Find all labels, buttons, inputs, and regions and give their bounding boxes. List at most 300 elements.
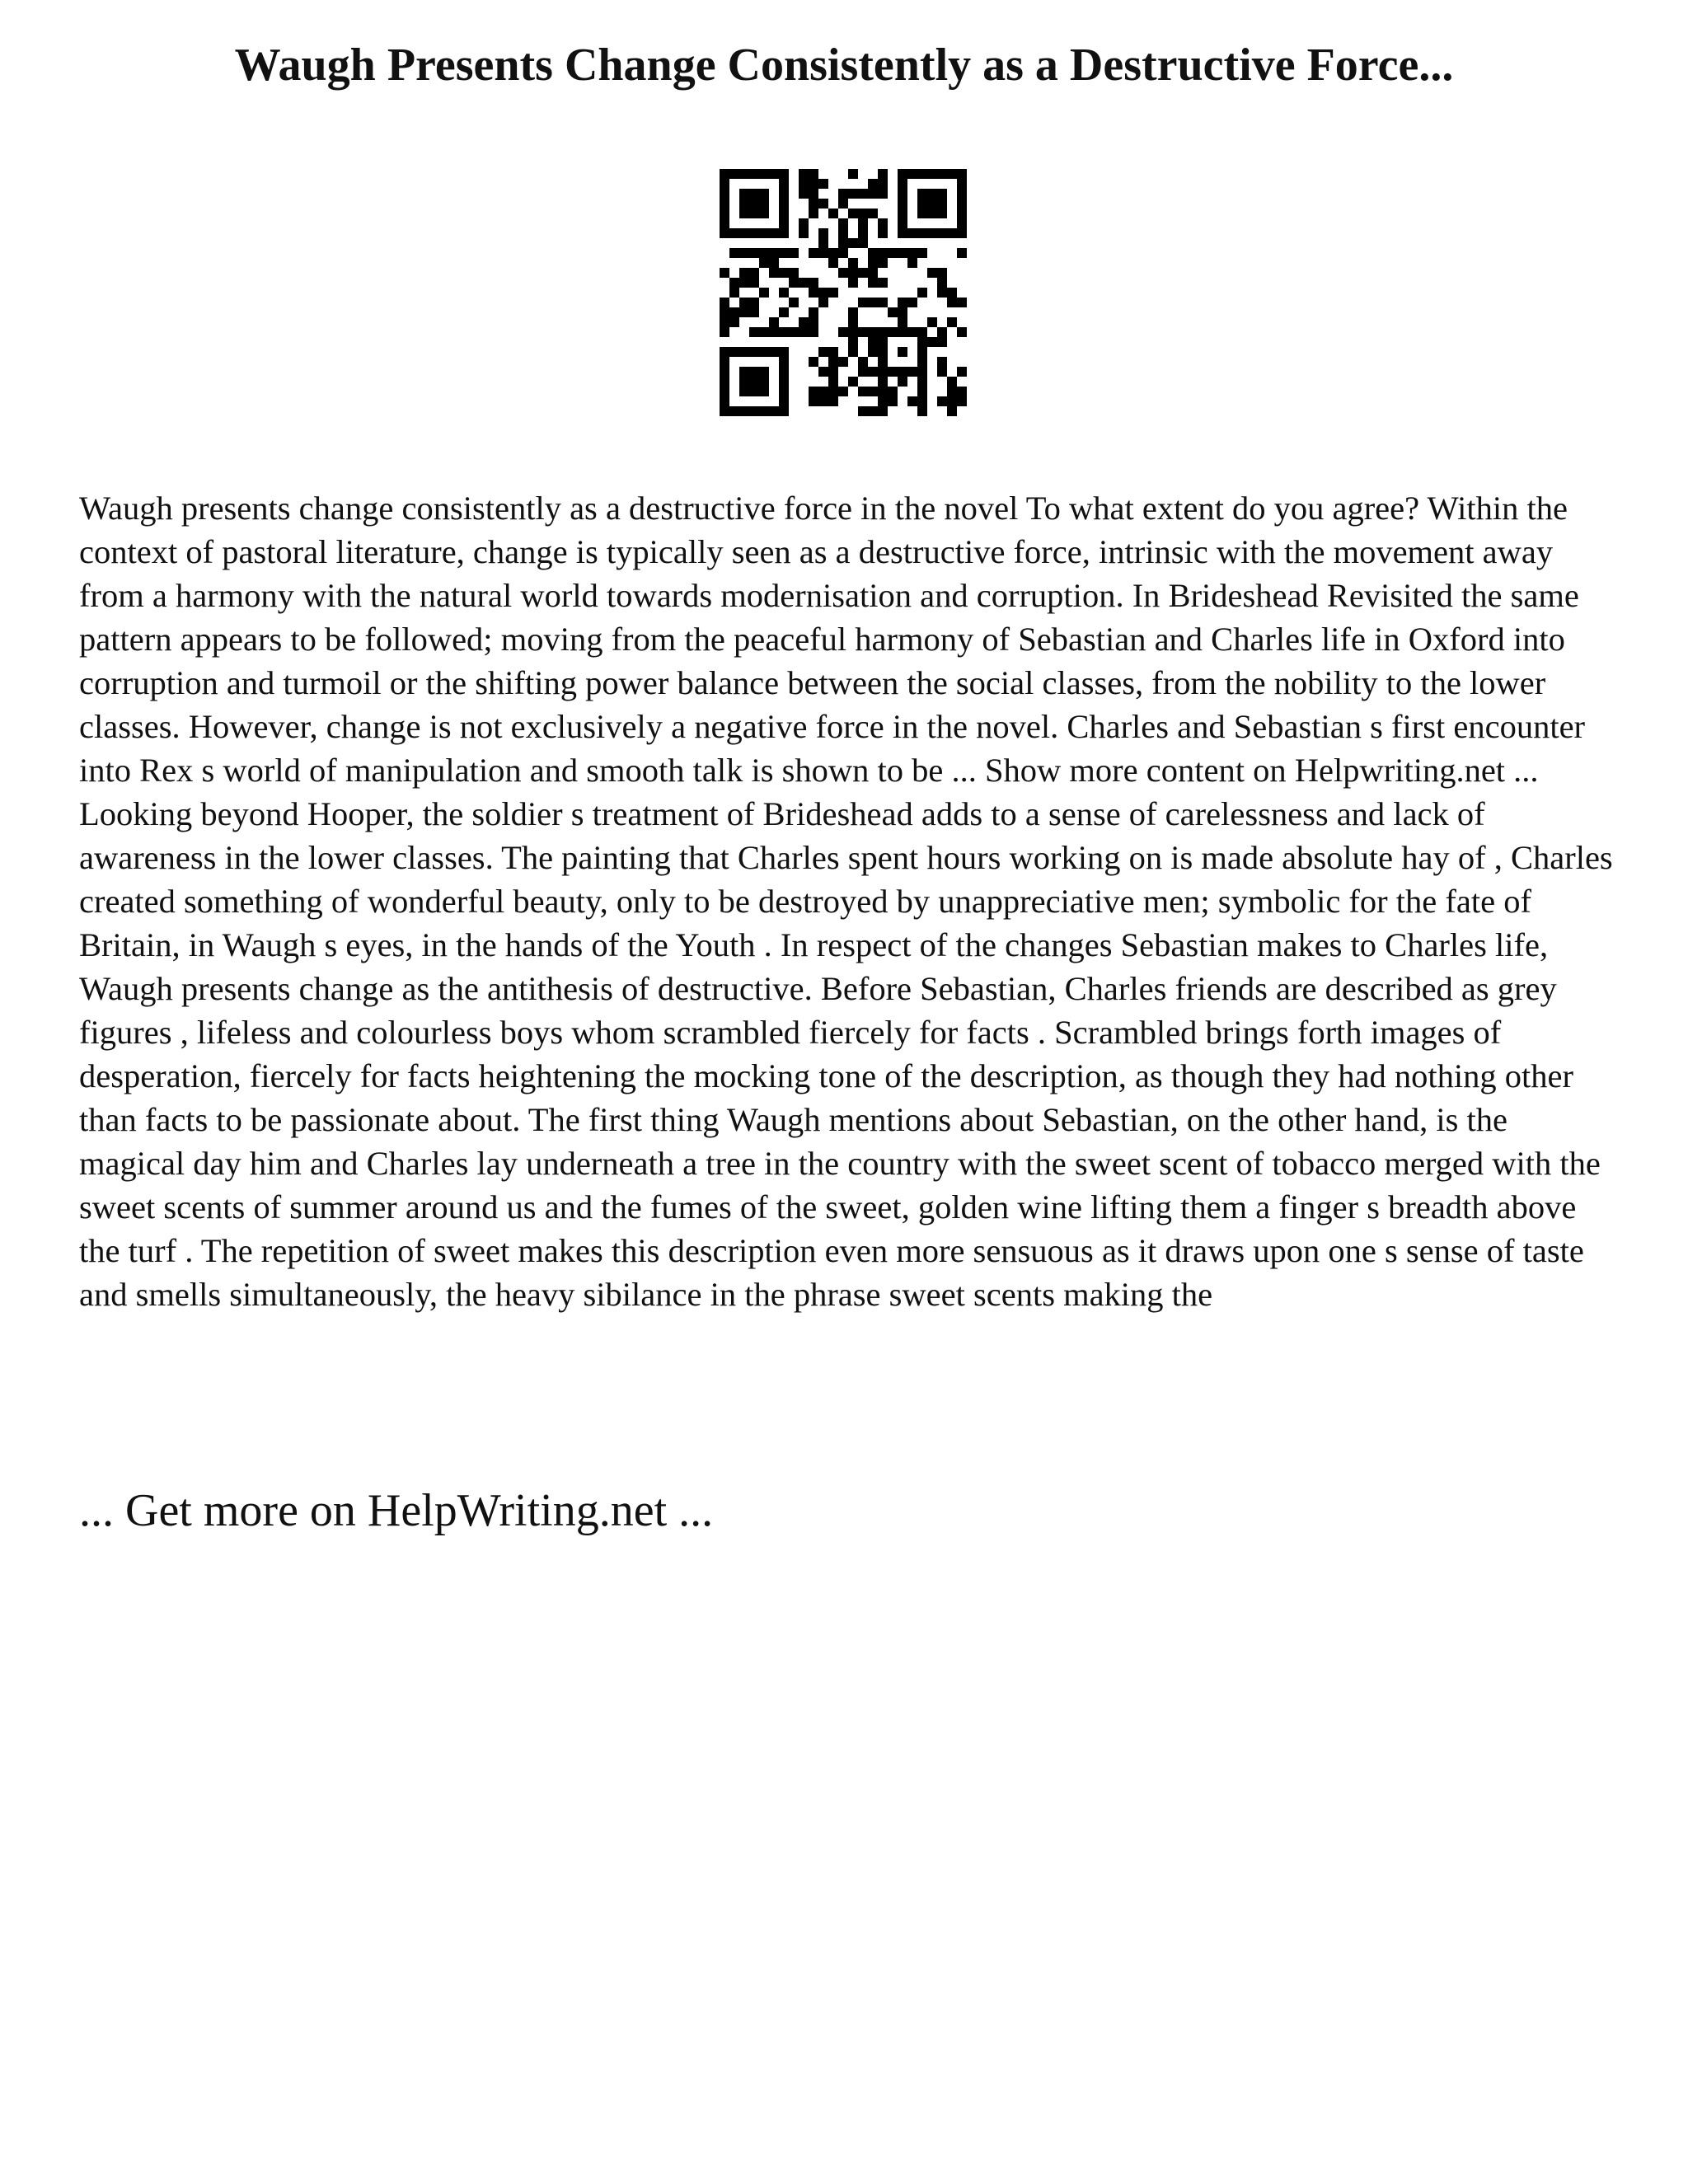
qr-module	[720, 189, 729, 199]
qr-module	[858, 357, 868, 367]
qr-module	[838, 238, 848, 248]
qr-module	[848, 307, 858, 317]
qr-module	[878, 396, 888, 406]
qr-module	[838, 327, 848, 337]
qr-module	[818, 199, 828, 209]
qr-module	[789, 248, 799, 258]
article-body	[79, 486, 1614, 1316]
qr-module	[927, 337, 937, 347]
qr-module	[720, 169, 729, 179]
qr-module	[907, 396, 917, 406]
qr-module	[828, 347, 838, 357]
qr-module	[739, 298, 749, 307]
qr-module	[779, 327, 789, 337]
qr-module	[759, 367, 769, 377]
qr-module	[729, 278, 739, 288]
qr-module	[917, 396, 927, 406]
qr-module	[739, 169, 749, 179]
qr-module	[759, 209, 769, 218]
qr-module	[818, 179, 828, 189]
qr-module	[720, 367, 729, 377]
qr-module	[809, 288, 818, 298]
qr-module	[729, 307, 739, 317]
qr-module	[868, 179, 878, 189]
qr-module	[828, 377, 838, 387]
qr-module	[769, 317, 779, 327]
qr-module	[917, 288, 927, 298]
qr-module	[878, 298, 888, 307]
qr-module	[809, 396, 818, 406]
qr-module	[838, 387, 848, 396]
qr-module	[878, 258, 888, 268]
qr-module	[769, 248, 779, 258]
qr-module	[720, 317, 729, 327]
qr-module	[878, 347, 888, 357]
qr-module	[759, 258, 769, 268]
qr-module	[739, 406, 749, 416]
qr-module	[779, 199, 789, 209]
qr-module	[848, 347, 858, 357]
qr-module	[898, 298, 907, 307]
qr-module	[898, 228, 907, 238]
qr-module	[739, 367, 749, 377]
qr-module	[957, 228, 967, 238]
get-more-link[interactable]: ... Get more on HelpWriting.net ...	[79, 1485, 714, 1536]
qr-module	[947, 169, 957, 179]
qr-module	[868, 248, 878, 258]
qr-module	[749, 298, 759, 307]
qr-module	[809, 357, 818, 367]
qr-module	[739, 347, 749, 357]
qr-module	[739, 209, 749, 218]
paragraph-1: Waugh presents change consistently as a destructive force in the novel To what extent do you agree? Within the context of pastoral literature, change is typically seen as a destructive force, intrinsic with the movement away from a harmony with the natural world towards modernisation and corruption. In Brideshead Revisited the same pattern appears to be followed; moving from the peaceful harmony of Sebastian and Charles life in Oxford into corruption and turmoil or the shifting power balance between the social classes, from the nobility to the lower classes. However, change is not exclusively a negative force in the novel. Charles and Sebastian s first encounter into Rex s world of manipulation and smooth talk is shown to be ... Show more content on Helpwriting.net ...	[79, 490, 1586, 789]
qr-module	[878, 278, 888, 288]
qr-module	[779, 179, 789, 189]
qr-module	[729, 248, 739, 258]
qr-module	[799, 228, 809, 238]
qr-module	[888, 327, 898, 337]
qr-module	[888, 367, 898, 377]
qr-module	[957, 218, 967, 228]
qr-module	[809, 317, 818, 327]
qr-module	[720, 179, 729, 189]
qr-module	[957, 199, 967, 209]
qr-module	[739, 307, 749, 317]
qr-module	[749, 347, 759, 357]
qr-module	[858, 298, 868, 307]
qr-module	[739, 199, 749, 209]
qr-module	[878, 189, 888, 199]
qr-module	[739, 189, 749, 199]
qr-module	[848, 278, 858, 288]
qr-module	[779, 288, 789, 298]
qr-module	[759, 406, 769, 416]
qr-module	[888, 396, 898, 406]
qr-module	[917, 377, 927, 387]
qr-module	[779, 169, 789, 179]
qr-module	[907, 298, 917, 307]
qr-module	[769, 327, 779, 337]
qr-module	[878, 169, 888, 179]
qr-module	[749, 189, 759, 199]
qr-module	[818, 238, 828, 248]
qr-module	[828, 396, 838, 406]
qr-module	[838, 199, 848, 209]
qr-module	[848, 268, 858, 278]
qr-module	[937, 367, 947, 377]
qr-module	[937, 327, 947, 337]
qr-module	[907, 248, 917, 258]
qr-module	[799, 179, 809, 189]
qr-module	[789, 268, 799, 278]
qr-module	[907, 327, 917, 337]
qr-module	[917, 189, 927, 199]
qr-module	[779, 357, 789, 367]
qr-module	[858, 406, 868, 416]
qr-module	[868, 298, 878, 307]
qr-module	[720, 347, 729, 357]
qr-module	[868, 347, 878, 357]
qr-module	[779, 396, 789, 406]
qr-module	[799, 189, 809, 199]
page-title: Waugh Presents Change Consistently as a Destructive Force...	[234, 40, 1454, 91]
qr-module	[898, 189, 907, 199]
qr-module	[818, 387, 828, 396]
qr-module	[818, 367, 828, 377]
qr-module	[720, 307, 729, 317]
qr-module	[739, 248, 749, 258]
qr-module	[809, 189, 818, 199]
qr-module	[957, 209, 967, 218]
qr-module	[739, 387, 749, 396]
qr-module	[779, 248, 789, 258]
qr-module	[779, 307, 789, 317]
qr-module	[749, 278, 759, 288]
qr-module	[957, 387, 967, 396]
qr-module	[759, 199, 769, 209]
qr-module	[917, 199, 927, 209]
qr-module	[729, 347, 739, 357]
qr-module	[848, 337, 858, 347]
qr-module	[937, 228, 947, 238]
qr-module	[779, 347, 789, 357]
qr-module	[818, 288, 828, 298]
qr-module	[749, 209, 759, 218]
qr-module	[878, 357, 888, 367]
qr-module	[809, 179, 818, 189]
qr-module	[848, 209, 858, 218]
qr-module	[809, 248, 818, 258]
qr-module	[749, 367, 759, 377]
qr-module	[927, 199, 937, 209]
qr-module	[818, 228, 828, 238]
qr-module	[720, 406, 729, 416]
paragraph-2: Looking beyond Hooper, the soldier s treatment of Brideshead adds to a sense of carelessness and lack of awareness in the lower classes. The painting that Charles spent hours working on is made absolute hay of , Charles created something of wonderful beauty, only to be destroyed by unappreciative men; symbolic for the fate of Britain, in Waugh s eyes, in the hands of the Youth . In respect of the changes Sebastian makes to Charles life, Waugh presents change as the antithesis of destructive. Before Sebastian, Charles friends are described as grey figures , lifeless and colourless boys whom scrambled fiercely for facts . Scrambled brings forth images of desperation, fiercely for facts heightening the mocking tone of the description, as though they had nothing other than facts to be passionate about. The first thing Waugh mentions about Sebastian, on the other hand, is the magical day him and Charles lay underneath a tree in the country with the sweet scent of tobacco merged with the sweet scents of summer around us and the fumes of the sweet, golden wine lifting them a finger s breadth above the turf . The repetition of sweet makes this description even more sensuous as it draws upon one s sense of taste and smells simultaneously, the heavy sibilance in the phrase sweet scents making the	[79, 795, 1613, 1313]
qr-module	[809, 327, 818, 337]
qr-module	[878, 367, 888, 377]
qr-module	[937, 209, 947, 218]
qr-module	[917, 337, 927, 347]
qr-module	[898, 367, 907, 377]
qr-module	[898, 179, 907, 189]
qr-module	[917, 367, 927, 377]
qr-module	[749, 327, 759, 337]
qr-module	[957, 169, 967, 179]
qr-module	[779, 387, 789, 396]
qr-module	[947, 387, 957, 396]
qr-module	[927, 209, 937, 218]
qr-module	[759, 327, 769, 337]
qr-module	[868, 327, 878, 337]
qr-module	[917, 228, 927, 238]
qr-module	[818, 248, 828, 258]
qr-module	[937, 278, 947, 288]
qr-module	[769, 347, 779, 357]
qr-module	[729, 228, 739, 238]
qr-module	[848, 258, 858, 268]
qr-module	[937, 337, 947, 347]
qr-module	[838, 268, 848, 278]
qr-module	[799, 278, 809, 288]
qr-module	[917, 327, 927, 337]
qr-module	[957, 327, 967, 337]
qr-module	[858, 367, 868, 377]
qr-module	[720, 387, 729, 396]
qr-module	[868, 189, 878, 199]
qr-module	[729, 288, 739, 298]
qr-module	[858, 327, 868, 337]
qr-module	[729, 317, 739, 327]
qr-module	[809, 278, 818, 288]
qr-module	[927, 169, 937, 179]
qr-module	[947, 228, 957, 238]
qr-module	[898, 199, 907, 209]
qr-module	[937, 357, 947, 367]
qr-module	[868, 258, 878, 268]
qr-module	[749, 169, 759, 179]
qr-module	[720, 228, 729, 238]
qr-module	[759, 288, 769, 298]
qr-module	[868, 387, 878, 396]
qr-module	[907, 228, 917, 238]
qr-module	[848, 189, 858, 199]
qr-module	[947, 288, 957, 298]
qr-module	[858, 189, 868, 199]
qr-module	[720, 298, 729, 307]
qr-module	[927, 189, 937, 199]
qr-module	[848, 377, 858, 387]
qr-module	[917, 248, 927, 258]
qr-module	[838, 218, 848, 228]
qr-module	[769, 258, 779, 268]
qr-module	[957, 189, 967, 199]
qr-module	[937, 396, 947, 406]
qr-module	[749, 307, 759, 317]
qr-module	[917, 169, 927, 179]
qr-module	[917, 209, 927, 218]
qr-module	[749, 406, 759, 416]
qr-module	[759, 377, 769, 387]
qr-module	[937, 169, 947, 179]
qr-module	[868, 278, 878, 288]
qr-module	[769, 268, 779, 278]
qr-module	[898, 307, 907, 317]
qr-module	[720, 268, 729, 278]
qr-module	[848, 238, 858, 248]
qr-module	[898, 317, 907, 327]
qr-module	[749, 377, 759, 387]
qr-module	[907, 169, 917, 179]
qr-module	[898, 218, 907, 228]
qr-module	[878, 327, 888, 337]
qr-module	[917, 387, 927, 396]
qr-module	[878, 406, 888, 416]
qr-module	[858, 387, 868, 396]
qr-module	[848, 169, 858, 179]
qr-module	[858, 228, 868, 238]
qr-module	[779, 377, 789, 387]
qr-module	[720, 377, 729, 387]
qr-module	[868, 268, 878, 278]
qr-module	[898, 169, 907, 179]
qr-module	[828, 367, 838, 377]
qr-module	[947, 406, 957, 416]
qr-module	[828, 288, 838, 298]
qr-module	[947, 317, 957, 327]
qr-module	[878, 387, 888, 396]
qr-module	[878, 218, 888, 228]
qr-module	[809, 199, 818, 209]
qr-module	[779, 189, 789, 199]
qr-module	[937, 189, 947, 199]
qr-module	[720, 327, 729, 337]
qr-module	[907, 367, 917, 377]
qr-module	[828, 248, 838, 258]
qr-module	[729, 169, 739, 179]
qr-module	[848, 317, 858, 327]
qr-module	[957, 179, 967, 189]
qr-module	[779, 268, 789, 278]
qr-module	[779, 209, 789, 218]
qr-module	[878, 228, 888, 238]
qr-module	[749, 268, 759, 278]
qr-module	[799, 218, 809, 228]
qr-module	[779, 218, 789, 228]
qr-module	[799, 169, 809, 179]
qr-module	[858, 218, 868, 228]
qr-module	[868, 406, 878, 416]
qr-module	[759, 228, 769, 238]
qr-module	[878, 248, 888, 258]
qr-module	[888, 248, 898, 258]
qr-module	[858, 209, 868, 218]
qr-module	[858, 268, 868, 278]
qr-module	[957, 396, 967, 406]
qr-module	[779, 228, 789, 238]
qr-module	[749, 199, 759, 209]
qr-module	[739, 228, 749, 238]
qr-module	[858, 238, 868, 248]
qr-module	[799, 327, 809, 337]
qr-module	[828, 258, 838, 268]
qr-module	[898, 347, 907, 357]
qr-module	[720, 396, 729, 406]
qr-module	[937, 288, 947, 298]
qr-module	[838, 189, 848, 199]
qr-module	[769, 228, 779, 238]
qr-module	[759, 347, 769, 357]
qr-module	[759, 387, 769, 396]
qr-module	[739, 377, 749, 387]
qr-module	[937, 268, 947, 278]
qr-module	[898, 327, 907, 337]
qr-module	[917, 357, 927, 367]
qr-module	[947, 377, 957, 387]
qr-module	[720, 199, 729, 209]
qr-module	[937, 199, 947, 209]
qr-module	[878, 377, 888, 387]
qr-module	[809, 307, 818, 317]
qr-module	[917, 406, 927, 416]
qr-module	[927, 317, 937, 327]
qr-module	[789, 327, 799, 337]
qr-module	[759, 248, 769, 258]
qr-module	[729, 406, 739, 416]
qr-module	[799, 317, 809, 327]
qr-module	[739, 278, 749, 288]
qr-module	[739, 268, 749, 278]
qr-module	[720, 218, 729, 228]
qr-module	[720, 209, 729, 218]
qr-module	[759, 189, 769, 199]
qr-module	[828, 387, 838, 396]
qr-module	[779, 406, 789, 416]
qr-module	[749, 248, 759, 258]
qr-module	[779, 367, 789, 377]
qr-module	[907, 258, 917, 268]
qr-module	[927, 228, 937, 238]
qr-module	[809, 387, 818, 396]
qr-module	[749, 387, 759, 396]
qr-module	[759, 169, 769, 179]
qr-module	[838, 228, 848, 238]
qr-module	[898, 377, 907, 387]
qr-module	[957, 248, 967, 258]
qr-module	[789, 278, 799, 288]
qr-module	[828, 357, 838, 367]
qr-module	[769, 169, 779, 179]
qr-module	[720, 357, 729, 367]
qr-module	[769, 406, 779, 416]
qr-module	[888, 387, 898, 396]
qr-module	[917, 347, 927, 357]
qr-module	[898, 248, 907, 258]
qr-module	[868, 209, 878, 218]
qr-module	[878, 179, 888, 189]
qr-module	[927, 268, 937, 278]
qr-module	[789, 298, 799, 307]
qr-module	[818, 298, 828, 307]
qr-module	[898, 209, 907, 218]
qr-module	[828, 209, 838, 218]
qr-module	[838, 248, 848, 258]
qr-module	[848, 327, 858, 337]
qr-module	[957, 367, 967, 377]
qr-module	[947, 396, 957, 406]
qr-module	[888, 307, 898, 317]
qr-module	[818, 347, 828, 357]
qr-code-icon	[720, 169, 967, 416]
